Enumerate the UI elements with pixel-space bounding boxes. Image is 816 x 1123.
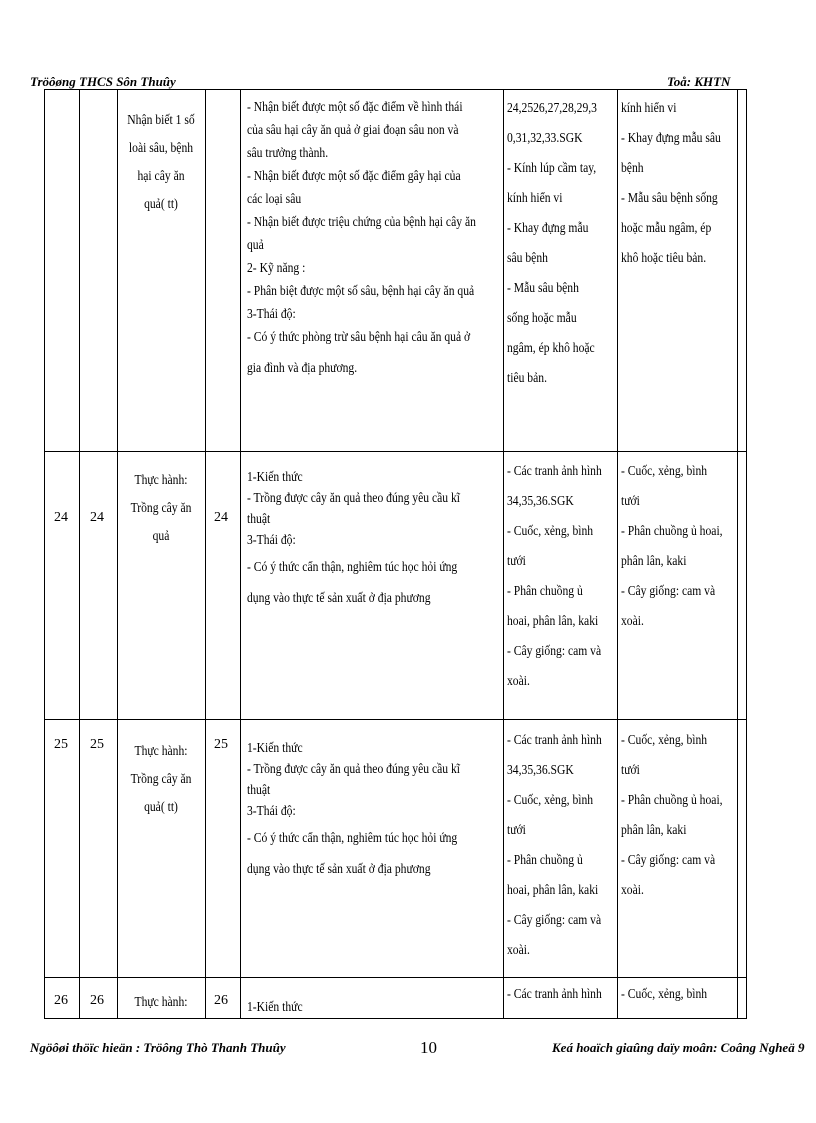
- lesson-objectives: 1-Kiến thức - Trồng được cây ăn quả theo đúng yêu cầu kĩ thuật 3-Thái độ: - Có ý thức cẩn thận, nghiêm túc học hỏi ứng dụng vào thực tế sản xuất ở địa phương: [247, 469, 460, 605]
- week-number: 24: [54, 510, 68, 525]
- week-number: 25: [54, 737, 68, 752]
- teacher-preparation: - Các tranh ảnh hình 34,35,36.SGK - Cuốc, xẻng, bình tưới - Phân chuồng ủ hoai, phân lân, kaki - Cây giống: cam và xoài.: [507, 732, 602, 957]
- col-divider: [117, 89, 118, 1019]
- lesson-objectives: 1-Kiến thức: [247, 999, 303, 1014]
- table-bottom-border: [44, 1018, 746, 1019]
- lesson-title: Nhận biết 1 số loài sâu, bệnh hại cây ăn quả( tt): [127, 112, 195, 211]
- lesson-number: 26: [214, 993, 228, 1008]
- lesson-objectives: 1-Kiến thức - Trồng được cây ăn quả theo đúng yêu cầu kĩ thuật 3-Thái độ: - Có ý thức cẩn thận, nghiêm túc học hỏi ứng dụng vào thực tế sản xuất ở địa phương: [247, 740, 460, 876]
- student-preparation: - Cuốc, xẻng, bình tưới - Phân chuồng ủ hoai, phân lân, kaki - Cây giống: cam và xoài.: [621, 463, 723, 628]
- student-preparation: kính hiển vi - Khay đựng mẫu sâu bệnh - Mẫu sâu bệnh sống hoặc mẫu ngâm, ép khô hoặc tiêu bản.: [621, 100, 721, 265]
- teacher-preparation: - Các tranh ảnh hình 34,35,36.SGK - Cuốc, xẻng, bình tưới - Phân chuồng ủ hoai, phân lân, kaki - Cây giống: cam và xoài.: [507, 463, 602, 688]
- lesson-number: 24: [214, 510, 228, 525]
- teacher-preparation: - Các tranh ảnh hình: [507, 986, 602, 1001]
- lesson-title: Thực hành: Trồng cây ăn quả( tt): [130, 743, 192, 814]
- page-number: 10: [420, 1038, 437, 1057]
- student-preparation: - Cuốc, xẻng, bình tưới - Phân chuồng ủ hoai, phân lân, kaki - Cây giống: cam và xoài.: [621, 732, 723, 897]
- header-group: Toå: KHTN: [667, 74, 731, 89]
- teacher-preparation: 24,2526,27,28,29,3 0,31,32,33.SGK - Kính lúp cầm tay, kính hiển vi - Khay đựng mẫu sâu bệnh - Mẫu sâu bệnh sống hoặc mẫu ngâm, ép khô hoặc tiêu bản.: [507, 100, 597, 385]
- row-divider: [44, 451, 746, 452]
- lesson-objectives: - Nhận biết được một số đặc điểm về hình thái của sâu hại cây ăn quả ở giai đoạn sâu non và sâu trưởng thành. - Nhận biết được một số đặc điểm gây hại của các loại sâu - Nhận biết được triệu chứng của bệnh hại cây ăn quả 2- Kỹ năng : - Phân biệt được một số sâu, bệnh hại cây ăn quả 3-Thái độ: - Có ý thức phòng trừ sâu bệnh hại câu ăn quả ở gia đình và địa phương.: [247, 99, 476, 375]
- lesson-title: Thực hành: Trồng cây ăn quả: [130, 472, 192, 543]
- footer-plan-title: Keá hoaïch giaûng daïy moân: Coâng Ngheä 9: [552, 1040, 805, 1055]
- student-preparation: - Cuốc, xẻng, bình: [621, 986, 708, 1001]
- lesson-title: Thực hành:: [134, 994, 188, 1009]
- week-number: 26: [54, 993, 68, 1008]
- row-divider: [44, 977, 746, 978]
- period-number: 25: [90, 737, 104, 752]
- lesson-number: 25: [214, 737, 228, 752]
- col-divider: [737, 89, 738, 1019]
- footer-teacher: Ngöôøi thöïc hieän : Tröông Thò Thanh Thuûy: [30, 1040, 286, 1055]
- header-school: Tröôøng THCS Sôn Thuûy: [30, 74, 176, 89]
- row-divider: [44, 719, 746, 720]
- col-divider: [79, 89, 80, 1019]
- table-right-border: [746, 89, 747, 1019]
- period-number: 24: [90, 510, 104, 525]
- period-number: 26: [90, 993, 104, 1008]
- col-divider: [205, 89, 206, 1019]
- col-divider: [240, 89, 241, 1019]
- col-divider: [44, 89, 45, 1019]
- table-top-border: [44, 89, 746, 90]
